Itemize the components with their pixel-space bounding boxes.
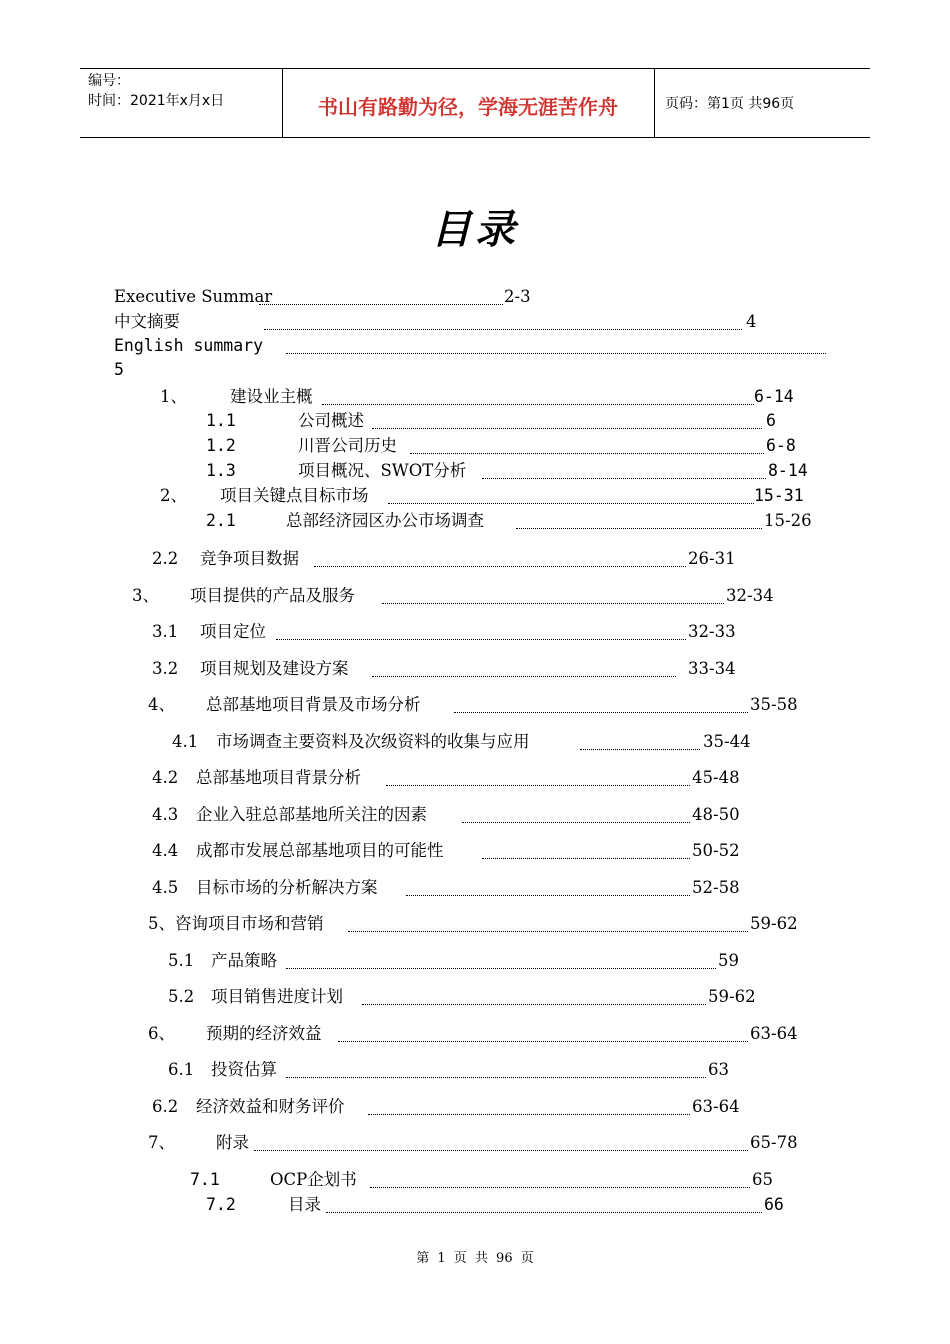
- toc-leader: [326, 1212, 762, 1213]
- toc-text: OCP企划书: [270, 1170, 357, 1189]
- toc-leader: [314, 566, 686, 567]
- toc-page: 32-34: [726, 586, 774, 605]
- date-label: 时间：2021年x月x日: [88, 93, 225, 109]
- toc-leader: [454, 712, 748, 713]
- toc-entry[interactable]: [0, 510, 950, 532]
- toc-leader: [362, 1004, 706, 1005]
- toc-number: 4.4: [152, 841, 179, 860]
- toc-number: 1、: [160, 387, 187, 406]
- toc-number: 4.2: [152, 768, 179, 787]
- toc-text: 5、咨询项目市场和营销: [148, 914, 324, 933]
- toc-page: 15-31: [754, 486, 804, 505]
- toc-number: 4.3: [152, 805, 179, 824]
- toc-leader: [322, 404, 754, 405]
- toc-leader: [482, 858, 690, 859]
- toc-text: 项目关键点目标市场: [220, 486, 369, 505]
- toc-leader: [372, 428, 762, 429]
- toc-text: 产品策略: [211, 951, 277, 970]
- toc-entry[interactable]: [0, 1132, 950, 1154]
- toc-entry[interactable]: [0, 435, 950, 457]
- toc-text: 市场调查主要资料及次级资料的收集与应用: [216, 732, 530, 751]
- toc-page: 35-58: [750, 695, 798, 714]
- toc-leader: [286, 1077, 706, 1078]
- toc-entry[interactable]: [0, 877, 950, 899]
- toc-entry[interactable]: [0, 485, 950, 507]
- toc-leader: [482, 478, 766, 479]
- toc-leader: [372, 676, 676, 677]
- toc-page: 35-44: [703, 732, 751, 751]
- toc-leader: [370, 1187, 750, 1188]
- toc-text: 目录: [288, 1195, 321, 1214]
- toc-entry[interactable]: [0, 950, 950, 972]
- toc-entry[interactable]: [0, 386, 950, 408]
- toc-text: 竞争项目数据: [200, 549, 299, 568]
- page-footer: 第 1 页 共 96 页: [416, 1251, 534, 1266]
- toc-number: 5.1: [168, 951, 195, 970]
- toc-number: 1.3: [206, 461, 236, 480]
- toc-text: English summary: [114, 336, 264, 355]
- toc-entry[interactable]: [0, 804, 950, 826]
- toc-page: 59-62: [708, 987, 756, 1006]
- toc-entry[interactable]: [0, 1169, 950, 1191]
- toc-text: 投资估算: [211, 1060, 277, 1079]
- toc-entry-continuation: [0, 359, 950, 381]
- toc-page: 15-26: [764, 511, 812, 530]
- toc-entry[interactable]: [0, 840, 950, 862]
- toc-text: 项目概况、SWOT分析: [298, 461, 467, 480]
- toc-number: 2、: [160, 486, 187, 505]
- toc-number: 2.1: [206, 511, 236, 530]
- toc-text: 项目规划及建设方案: [200, 659, 349, 678]
- toc-entry[interactable]: [0, 410, 950, 432]
- toc-leader: [386, 785, 690, 786]
- toc-page: 59: [718, 951, 739, 970]
- toc-text: 中文摘要: [114, 312, 180, 331]
- toc-page: 63-64: [750, 1024, 798, 1043]
- toc-number: 7.2: [206, 1195, 236, 1214]
- header-page-info: 页码：第1页 共96页: [665, 96, 795, 112]
- toc-text: 附录: [216, 1133, 249, 1152]
- toc-leader: [580, 749, 700, 750]
- toc-page: 6-8: [766, 436, 796, 455]
- toc-page: 48-50: [692, 805, 740, 824]
- toc-number: 3.2: [152, 659, 179, 678]
- toc-text: 公司概述: [298, 411, 364, 430]
- toc-number: 4.1: [172, 732, 199, 751]
- toc-leader: [348, 931, 748, 932]
- toc-page: 50-52: [692, 841, 740, 860]
- toc-number: 7.1: [190, 1170, 220, 1189]
- toc-entry[interactable]: [0, 986, 950, 1008]
- toc-text: 目标市场的分析解决方案: [196, 878, 378, 897]
- toc-leader: [410, 453, 764, 454]
- toc-page: 4: [746, 312, 757, 331]
- toc-leader: [368, 1114, 690, 1115]
- toc-leader: [264, 329, 742, 330]
- toc-page: 8-14: [768, 461, 808, 480]
- toc-page: 2-3: [504, 287, 531, 306]
- toc-entry[interactable]: [0, 335, 950, 357]
- toc-text: 成都市发展总部基地项目的可能性: [196, 841, 444, 860]
- toc-number: 1.1: [206, 411, 236, 430]
- toc-leader: [462, 822, 690, 823]
- toc-entry[interactable]: [0, 585, 950, 607]
- toc-text: 总部基地项目背景及市场分析: [206, 695, 421, 714]
- page-title: 目录: [431, 207, 519, 253]
- toc-entry[interactable]: [0, 1023, 950, 1045]
- toc-text: 项目销售进度计划: [211, 987, 343, 1006]
- toc-leader: [516, 528, 762, 529]
- toc-page: 26-31: [688, 549, 736, 568]
- toc-number: 4.5: [152, 878, 179, 897]
- toc-page: 59-62: [750, 914, 798, 933]
- toc-page: 52-58: [692, 878, 740, 897]
- toc-number: 6、: [148, 1024, 175, 1043]
- toc-entry[interactable]: [0, 548, 950, 570]
- toc-page: 63: [708, 1060, 729, 1079]
- toc-text: 建设业主概: [230, 387, 313, 406]
- toc-text: 总部基地项目背景分析: [196, 768, 361, 787]
- toc-leader: [338, 1041, 748, 1042]
- toc-entry[interactable]: [0, 286, 950, 308]
- toc-leader: [254, 1150, 748, 1151]
- toc-number: 3、: [132, 586, 159, 605]
- toc-number: 5.2: [168, 987, 195, 1006]
- header-motto: 书山有路勤为径，学海无涯苦作舟: [318, 95, 618, 119]
- toc-leader: [276, 639, 686, 640]
- toc-entry[interactable]: [0, 1096, 950, 1118]
- toc-text: 企业入驻总部基地所关注的因素: [196, 805, 427, 824]
- page-header: [80, 68, 870, 138]
- toc-entry[interactable]: [0, 621, 950, 643]
- toc-number: 7、: [148, 1133, 175, 1152]
- toc-text: 项目定位: [200, 622, 266, 641]
- toc-page: 66: [764, 1195, 784, 1214]
- toc-entry[interactable]: [0, 658, 950, 680]
- toc-leader: [382, 603, 724, 604]
- toc-page: 6-14: [754, 387, 794, 406]
- toc-number: 2.2: [152, 549, 179, 568]
- toc-leader: [286, 968, 716, 969]
- toc-number: 6.2: [152, 1097, 179, 1116]
- toc-entry[interactable]: [0, 311, 950, 333]
- toc-entry[interactable]: [0, 767, 950, 789]
- toc-entry[interactable]: [0, 694, 950, 716]
- code-label: 编号：: [88, 73, 130, 89]
- toc-number: 1.2: [206, 436, 236, 455]
- toc-entry[interactable]: [0, 1059, 950, 1081]
- toc-leader: [259, 304, 503, 305]
- toc-number: 6.1: [168, 1060, 195, 1079]
- toc-leader: [388, 503, 754, 504]
- toc-page: 33-34: [688, 659, 736, 678]
- toc-entry[interactable]: [0, 913, 950, 935]
- header-divider: [654, 69, 655, 137]
- header-meta: [88, 71, 224, 111]
- toc-page: 65: [752, 1170, 773, 1189]
- toc-leader: [406, 895, 690, 896]
- toc-text: 川晋公司历史: [298, 436, 397, 455]
- toc-page: 63-64: [692, 1097, 740, 1116]
- toc-text: 预期的经济效益: [206, 1024, 322, 1043]
- toc-page: 6: [766, 411, 776, 430]
- toc-number: 3.1: [152, 622, 179, 641]
- toc-entry[interactable]: [0, 1194, 950, 1216]
- toc-leader: [286, 353, 826, 354]
- toc-page: 32-33: [688, 622, 736, 641]
- toc-text: Executive Summar: [114, 287, 273, 306]
- toc-number: 4、: [148, 695, 175, 714]
- toc-text: 总部经济园区办公市场调查: [286, 511, 484, 530]
- toc-entry[interactable]: [0, 731, 950, 753]
- toc-page: 65-78: [750, 1133, 798, 1152]
- toc-entry[interactable]: [0, 460, 950, 482]
- toc-page: 45-48: [692, 768, 740, 787]
- toc-text: 5: [114, 360, 124, 379]
- toc-text: 项目提供的产品及服务: [190, 586, 355, 605]
- toc-text: 经济效益和财务评价: [196, 1097, 345, 1116]
